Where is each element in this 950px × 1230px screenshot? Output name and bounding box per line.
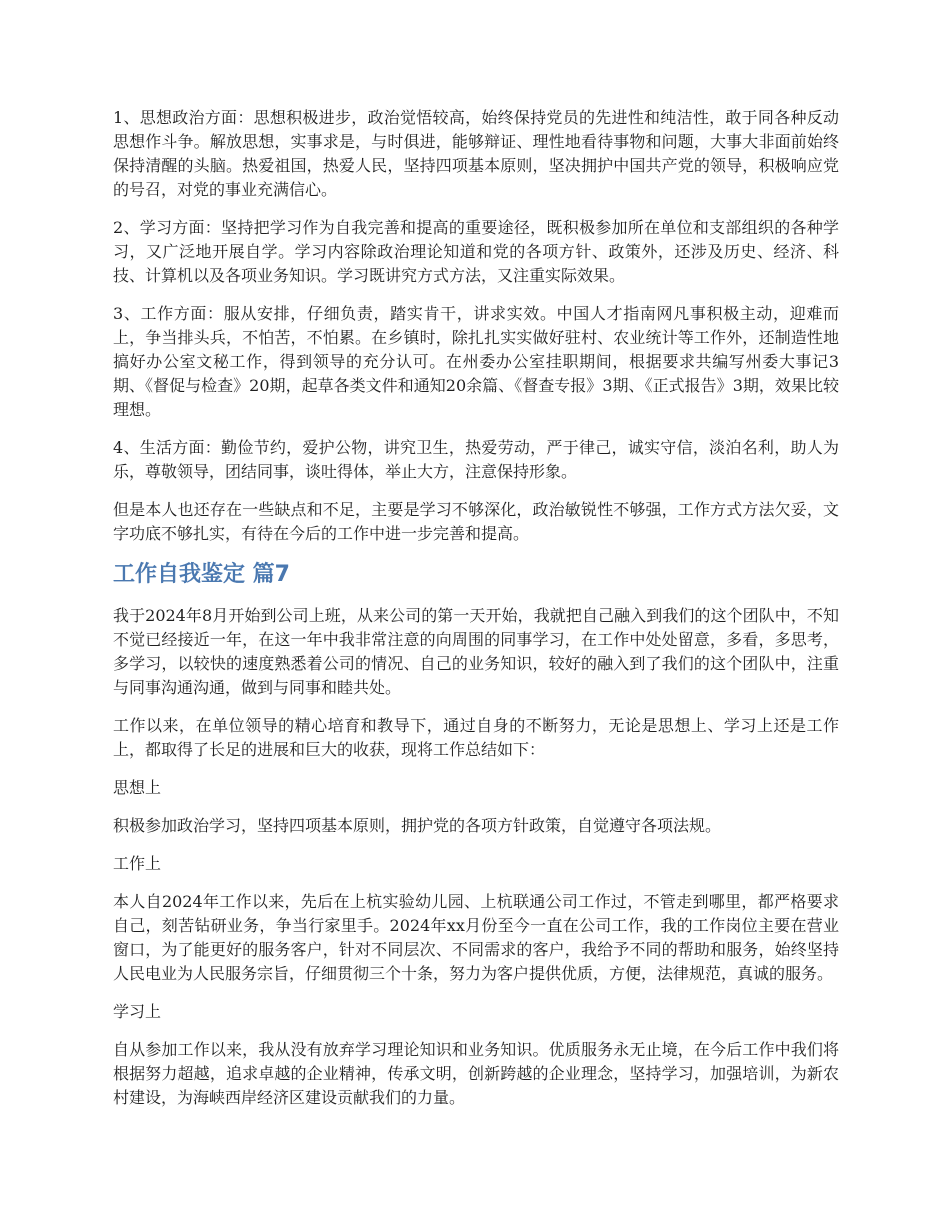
paragraph-thought: 积极参加政治学习，坚持四项基本原则，拥护党的各项方针政策，自觉遵守各项法规。 <box>113 816 722 835</box>
paragraph-work: 3、工作方面：服从安排，仔细负责，踏实肯干，讲求实效。中国人才指南网凡事积极主动，迎难而上，争当排头兵，不怕苦，不怕累。在乡镇时，除扎扎实实做好驻村、农业统计等工作外，还制造性地搞好办公室文秘工作，得到领导的充分认可。在州委办公室挂职期间，根据要求共编写州委大事记3期、《督促与检查》20期，起草各类文件和通知20余篇、《督查专报》3期、《正式报告》3期，效果比较理想。 <box>113 304 839 419</box>
document-page <box>113 106 839 1124</box>
subheading-thought: 思想上 <box>113 778 162 797</box>
paragraph-shortcomings: 但是本人也还存在一些缺点和不足，主要是学习不够深化，政治敏锐性不够强，工作方式方法欠妥，文字功底不够扎实，有待在今后的工作中进一步完善和提高。 <box>113 500 839 543</box>
paragraph-work-detail: 本人自2024年工作以来，先后在上杭实验幼儿园、上杭联通公司工作过，不管走到哪里，都严格要求自己，刻苦钻研业务，争当行家里手。2024年xx月份至今一直在公司工作，我的工作岗位主要在营业窗口，为了能更好的服务客户，针对不同层次、不同需求的客户，我给予不同的帮助和服务，始终坚持人民电业为人民服务宗旨，仔细贯彻三个十条，努力为客户提供优质，方便，法律规范，真诚的服务。 <box>113 892 839 983</box>
paragraph-summary-lead: 工作以来，在单位领导的精心培育和教导下，通过自身的不断努力，无论是思想上、学习上还是工作上，都取得了长足的进展和巨大的收获，现将工作总结如下： <box>113 716 839 759</box>
subheading-work: 工作上 <box>113 854 162 873</box>
paragraph-life: 4、生活方面：勤俭节约，爱护公物，讲究卫生，热爱劳动，严于律己，诚实守信，淡泊名利，助人为乐，尊敬领导，团结同事，谈吐得体，举止大方，注意保持形象。 <box>113 438 839 481</box>
section-heading: 工作自我鉴定 篇7 <box>113 562 290 587</box>
paragraph-political: 1、思想政治方面：思想积极进步，政治觉悟较高，始终保持党员的先进性和纯洁性，敢于同各种反动思想作斗争。解放思想，实事求是，与时俱进，能够辩证、理性地看待事物和问题，大事大非面前始终保持清醒的头脑。热爱祖国，热爱人民，坚持四项基本原则，坚决拥护中国共产党的领导，积极响应党的号召，对党的事业充满信心。 <box>113 108 839 199</box>
paragraph-study-detail: 自从参加工作以来，我从没有放弃学习理论知识和业务知识。优质服务永无止境，在今后工作中我们将根据努力超越，追求卓越的企业精神，传承文明，创新跨越的企业理念，坚持学习，加强培训，为新农村建设，为海峡西岸经济区建设贡献我们的力量。 <box>113 1040 839 1107</box>
paragraph-intro: 我于2024年8月开始到公司上班，从来公司的第一天开始，我就把自己融入到我们的这个团队中，不知不觉已经接近一年，在这一年中我非常注意的向周围的同事学习，在工作中处处留意，多看，多思考，多学习，以较快的速度熟悉着公司的情况、自己的业务知识，较好的融入到了我们的这个团队中，注重与同事沟通沟通，做到与同事和睦共处。 <box>113 606 839 697</box>
subheading-study: 学习上 <box>113 1002 162 1021</box>
paragraph-study: 2、学习方面：坚持把学习作为自我完善和提高的重要途径，既积极参加所在单位和支部组织的各种学习，又广泛地开展自学。学习内容除政治理论知道和党的各项方针、政策外，还涉及历史、经济、科技、计算机以及各项业务知识。学习既讲究方式方法，又注重实际效果。 <box>113 218 839 285</box>
